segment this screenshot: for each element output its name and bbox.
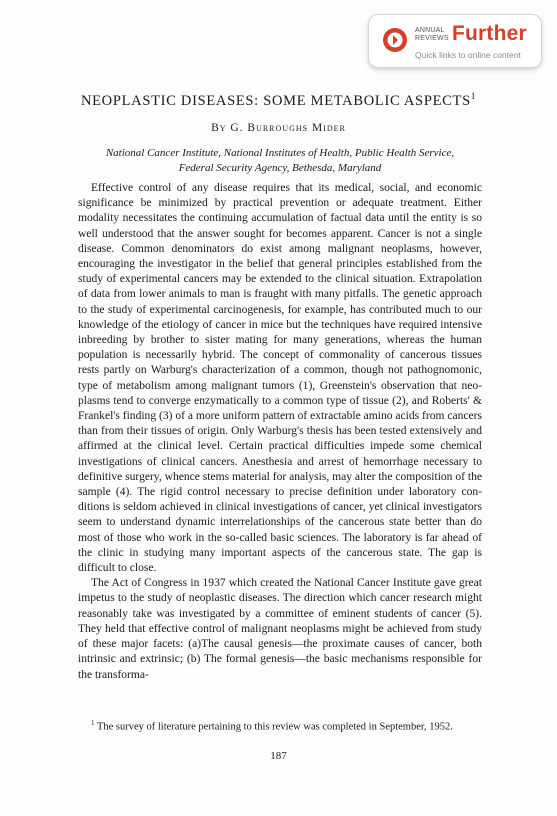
article-title — [0, 93, 557, 110]
byline-prefix: By — [211, 122, 227, 134]
footnote-text-block — [78, 716, 482, 735]
article-body — [78, 181, 482, 683]
further-subtitle: Quick links to online content — [415, 50, 521, 60]
annual-reviews-wordmark — [415, 27, 449, 43]
article-title-text: NEOPLASTIC DISEASES: SOME METABOLIC ASPECTS — [80, 93, 471, 109]
body-paragraph-2: The Act of Congress in 1937 which created the National Cancer Institute gave great impetus to the study of neoplastic diseases. The direction which cancer research might reasonably take was investigated by a committee of eminent students of cancer (5). They held that effective control of malignant neoplasms might be achieved from study of these major facets: (a)The causal genesis—the proximate causes of cancer, both intrinsic and extrinsic; (b) The formal genesis—the basic mechanisms responsible for the transforma- — [78, 577, 482, 681]
footnote-text: The survey of literature pertaining to this review was completed in September, 1952. — [96, 721, 453, 733]
affiliation — [60, 146, 500, 176]
affiliation-line-2: Federal Security Agency, Bethesda, Maryland — [178, 162, 382, 174]
footnote-mark: 1 — [91, 719, 95, 727]
annual-reviews-line2: REVIEWS — [415, 35, 449, 42]
byline — [0, 122, 557, 134]
annual-reviews-arrow-icon — [382, 27, 408, 53]
footnote — [78, 716, 482, 735]
annual-reviews-line1: ANNUAL — [415, 27, 445, 34]
page-number: 187 — [270, 750, 287, 762]
further-links-badge[interactable] — [368, 14, 542, 68]
title-footnote-mark: 1 — [470, 91, 477, 102]
author-name: G. Burroughs Mider — [230, 122, 346, 134]
further-label[interactable]: Further — [452, 22, 527, 45]
affiliation-line-1: National Cancer Institute, National Institutes of Health, Public Health Service, — [105, 147, 455, 159]
body-paragraph-1: Effective control of any disease requires that its medical, social, and economic significance be minimized by practical prevention or adequate treatment. Either modality necessitates the continuing accumulation of factual data until the entity is so well understood that the answer sought for becomes apparent. Cancer is not a single disease. Common denominators do exist among malignant neoplasms, however, encouraging the investigator in the belief that general principles established from the study of experimental cancers may be extended to the clinical situation. Extrapolation of data from lower animals to man is fraught with many pitfalls. The genetic approach to the study of experimental carcinogenesis, for example, has contributed much to our knowledge of the etiology of cancer in mice but the techniques have required intensive inbreeding by brother to sister mating for many generations, whereas the human population is necessarily hybrid. The concept of commonality of cancerous tissues rests partly on Warburg's characterization of a common, though not pathognomonic, type of metabolism among malignant tumors (1), Greenstein's observation that neoplasms tend to converge enzymatically to a common type of tissue (2), and Roberts' & Frankel's finding (3) of a more uniform pattern of extractable amino acids from cancers than from their tissues of origin. Only Warburg's thesis has been tested extensively and affirmed at the clinical level. Certain practical difficulties impede some chemical investigations of clinical cancers. Anesthesia and arrest of hemorrhage necessary to definitive surgery, whence stems material for analysis, may alter the composition of the sample (4). The rigid control necessary to precise definition under laboratory conditions is seldom achieved in clinical investigations of cancer, yet clinical investigators seem to understand dynamic interrelationships of the cancerous state better than do most of those who work in the so-called basic sciences. The laboratory is far ahead of the clinic in studying many important aspects of the cancerous state. The gap is difficult to close. — [78, 182, 482, 575]
